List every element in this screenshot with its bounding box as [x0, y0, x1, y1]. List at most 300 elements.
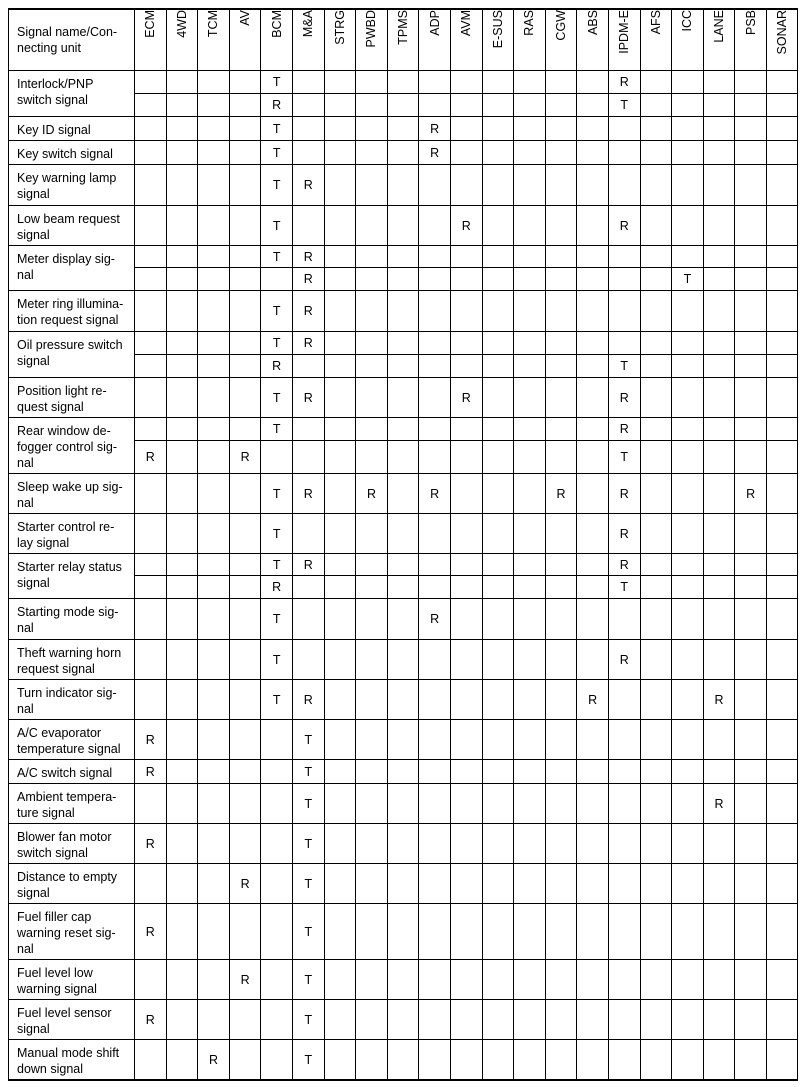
signal-cell [261, 784, 293, 824]
signal-cell [198, 514, 230, 554]
signal-cell [545, 94, 577, 117]
table-row [9, 165, 798, 206]
signal-cell [514, 784, 546, 824]
signal-cell [482, 784, 514, 824]
signal-name-line: Meter ring illumina- [17, 297, 124, 311]
signal-name [9, 864, 135, 904]
signal-cell [766, 71, 798, 94]
signal-cell [324, 291, 356, 332]
signal-cell [545, 1000, 577, 1040]
table-body [9, 71, 798, 1081]
signal-cell [261, 1000, 293, 1040]
signal-cell [703, 117, 735, 141]
signal-cell [450, 960, 482, 1000]
signal-cell [356, 1000, 388, 1040]
signal-cell [514, 680, 546, 720]
unit-label: ABS [585, 10, 600, 36]
unit-label: AFS [648, 10, 663, 35]
signal-cell [198, 418, 230, 441]
table-row [9, 760, 798, 784]
signal-cell [514, 1000, 546, 1040]
signal-cell: T [261, 640, 293, 680]
signal-cell [577, 864, 609, 904]
signal-cell [166, 94, 198, 117]
signal-cell [514, 141, 546, 165]
unit-header [324, 9, 356, 71]
signal-cell [356, 418, 388, 441]
unit-header [482, 9, 514, 71]
signal-cell [703, 599, 735, 640]
unit-label: TCM [206, 10, 221, 38]
signal-cell [324, 268, 356, 291]
signal-cell [672, 640, 704, 680]
signal-cell [135, 418, 167, 441]
signal-cell [766, 441, 798, 474]
signal-cell [292, 441, 324, 474]
signal-cell [608, 680, 640, 720]
signal-cell [261, 441, 293, 474]
signal-cell [766, 474, 798, 514]
signal-cell [577, 141, 609, 165]
unit-header [229, 9, 261, 71]
signal-cell [766, 720, 798, 760]
signal-cell [387, 474, 419, 514]
signal-cell [672, 680, 704, 720]
signal-cell [166, 576, 198, 599]
signal-cell [672, 441, 704, 474]
signal-cell [703, 332, 735, 355]
signal-cell: R [135, 904, 167, 960]
signal-cell [766, 784, 798, 824]
signal-cell [735, 904, 767, 960]
table-row [9, 720, 798, 760]
signal-cell [229, 246, 261, 268]
signal-cell [766, 599, 798, 640]
signal-cell [482, 680, 514, 720]
signal-cell [450, 904, 482, 960]
signal-cell [356, 824, 388, 864]
signal-cell [292, 418, 324, 441]
signal-cell [608, 824, 640, 864]
signal-cell [672, 474, 704, 514]
signal-cell [229, 165, 261, 206]
signal-name [9, 554, 135, 599]
signal-cell [135, 355, 167, 378]
signal-cell [135, 268, 167, 291]
signal-cell [229, 378, 261, 418]
signal-cell [545, 141, 577, 165]
signal-cell [672, 824, 704, 864]
signal-name-line: Sleep wake up sig- [17, 480, 123, 494]
signal-cell [198, 640, 230, 680]
signal-cell [577, 117, 609, 141]
signal-cell [419, 904, 451, 960]
table-row [9, 904, 798, 960]
signal-cell [703, 268, 735, 291]
signal-cell: T [292, 1000, 324, 1040]
signal-cell [482, 378, 514, 418]
signal-cell [482, 904, 514, 960]
signal-cell [450, 474, 482, 514]
unit-label: TPMS [396, 10, 411, 45]
signal-cell [166, 268, 198, 291]
signal-cell [577, 640, 609, 680]
signal-cell [735, 71, 767, 94]
signal-cell [514, 1040, 546, 1081]
signal-cell [545, 824, 577, 864]
signal-cell [356, 554, 388, 576]
signal-cell [356, 599, 388, 640]
signal-cell [387, 514, 419, 554]
signal-cell [545, 720, 577, 760]
unit-label: SONAR [775, 10, 790, 55]
signal-name-line: Distance to empty [17, 870, 118, 884]
signal-cell [577, 378, 609, 418]
signal-cell [292, 514, 324, 554]
signal-cell [387, 599, 419, 640]
signal-cell [672, 576, 704, 599]
signal-cell: R [292, 474, 324, 514]
signal-cell [166, 599, 198, 640]
signal-cell [135, 71, 167, 94]
signal-cell [640, 117, 672, 141]
signal-cell [640, 824, 672, 864]
signal-cell: T [292, 1040, 324, 1081]
signal-cell [640, 760, 672, 784]
header-row [9, 9, 798, 71]
signal-cell [292, 355, 324, 378]
signal-cell [766, 418, 798, 441]
signal-cell [766, 246, 798, 268]
signal-cell [166, 960, 198, 1000]
signal-cell: R [135, 760, 167, 784]
signal-cell [735, 960, 767, 1000]
signal-cell [356, 206, 388, 246]
signal-cell [577, 576, 609, 599]
signal-cell [640, 165, 672, 206]
signal-cell [166, 864, 198, 904]
signal-cell: R [356, 474, 388, 514]
signal-cell [514, 904, 546, 960]
signal-cell [229, 904, 261, 960]
signal-cell [640, 680, 672, 720]
signal-cell [703, 141, 735, 165]
signal-cell [514, 418, 546, 441]
table-row [9, 291, 798, 332]
signal-cell [608, 904, 640, 960]
signal-cell [514, 165, 546, 206]
signal-cell [735, 94, 767, 117]
signal-cell [261, 268, 293, 291]
signal-cell [640, 94, 672, 117]
signal-cell [166, 514, 198, 554]
signal-cell [261, 864, 293, 904]
signal-cell [735, 824, 767, 864]
signal-name-line: ture signal [17, 806, 75, 820]
unit-header [608, 9, 640, 71]
signal-cell [482, 246, 514, 268]
signal-cell [766, 355, 798, 378]
signal-cell [450, 441, 482, 474]
signal-name [9, 378, 135, 418]
signal-cell [608, 1040, 640, 1081]
signal-cell [735, 332, 767, 355]
signal-cell [198, 864, 230, 904]
signal-cell [577, 291, 609, 332]
signal-cell [766, 514, 798, 554]
signal-cell [356, 378, 388, 418]
signal-cell [450, 1040, 482, 1081]
signal-cell [135, 291, 167, 332]
signal-cell [229, 599, 261, 640]
signal-cell [545, 960, 577, 1000]
signal-name-line: Starting mode sig- [17, 605, 119, 619]
unit-label: PWBD [364, 10, 379, 48]
signal-cell [577, 760, 609, 784]
signal-cell [608, 864, 640, 904]
signal-cell [356, 291, 388, 332]
signal-name-line: Low beam request [17, 212, 120, 226]
signal-cell [166, 418, 198, 441]
signal-cell [703, 378, 735, 418]
signal-cell [135, 165, 167, 206]
signal-cell [450, 864, 482, 904]
signal-cell [229, 680, 261, 720]
signal-cell [292, 94, 324, 117]
signal-name [9, 514, 135, 554]
signal-cell: T [261, 680, 293, 720]
signal-cell [545, 117, 577, 141]
signal-cell [545, 680, 577, 720]
unit-label: 4WD [174, 10, 189, 38]
signal-cell [292, 141, 324, 165]
signal-cell [482, 720, 514, 760]
unit-label: ECM [143, 10, 158, 38]
signal-cell [292, 71, 324, 94]
signal-cell [577, 824, 609, 864]
signal-cell [640, 474, 672, 514]
unit-label: CGW [554, 10, 569, 41]
signal-cell [703, 441, 735, 474]
signal-cell [703, 206, 735, 246]
signal-cell [198, 268, 230, 291]
signal-cell [229, 141, 261, 165]
signal-cell [419, 246, 451, 268]
signal-name-line: Meter display sig- [17, 252, 115, 266]
signal-cell [482, 474, 514, 514]
signal-cell: T [261, 554, 293, 576]
signal-cell [387, 720, 419, 760]
signal-name-line: Fuel level sensor [17, 1006, 112, 1020]
signal-cell [672, 1000, 704, 1040]
signal-name-line: nal [17, 496, 34, 510]
signal-cell: T [261, 117, 293, 141]
unit-header [735, 9, 767, 71]
signal-cell: R [545, 474, 577, 514]
signal-cell [356, 720, 388, 760]
signal-cell [640, 904, 672, 960]
signal-cell [640, 71, 672, 94]
signal-cell [324, 784, 356, 824]
signal-name-line: signal [17, 228, 50, 242]
unit-header [292, 9, 324, 71]
signal-name-line: A/C evaporator [17, 726, 102, 740]
signal-cell [135, 141, 167, 165]
signal-cell [198, 378, 230, 418]
signal-cell [356, 165, 388, 206]
signal-cell [387, 332, 419, 355]
signal-cell [703, 246, 735, 268]
signal-cell [735, 640, 767, 680]
signal-cell: R [229, 441, 261, 474]
signal-cell [198, 1000, 230, 1040]
signal-cell [640, 599, 672, 640]
signal-cell [545, 441, 577, 474]
signal-name-line: Turn indicator sig- [17, 686, 117, 700]
signal-cell [135, 474, 167, 514]
signal-cell: R [292, 554, 324, 576]
signal-name-line: Oil pressure switch [17, 338, 123, 352]
signal-cell [640, 1040, 672, 1081]
signal-cell [640, 864, 672, 904]
signal-cell [450, 141, 482, 165]
table-row [9, 71, 798, 94]
signal-cell [482, 824, 514, 864]
signal-cell: R [229, 960, 261, 1000]
signal-cell [545, 784, 577, 824]
signal-cell: T [261, 418, 293, 441]
signal-cell: T [261, 474, 293, 514]
signal-cell [135, 514, 167, 554]
signal-cell [387, 1040, 419, 1081]
unit-header [450, 9, 482, 71]
signal-cell [577, 1000, 609, 1040]
signal-cell [482, 291, 514, 332]
signal-cell [482, 554, 514, 576]
signal-cell [387, 960, 419, 1000]
signal-cell: R [135, 720, 167, 760]
signal-cell [672, 141, 704, 165]
signal-cell: R [735, 474, 767, 514]
signal-cell: T [261, 206, 293, 246]
signal-name-line: Theft warning horn [17, 646, 122, 660]
signal-cell [672, 165, 704, 206]
signal-cell [324, 904, 356, 960]
signal-cell: R [419, 599, 451, 640]
signal-cell [198, 824, 230, 864]
signal-cell [229, 268, 261, 291]
signal-cell: T [261, 332, 293, 355]
signal-cell [166, 165, 198, 206]
table-row [9, 784, 798, 824]
signal-cell [387, 355, 419, 378]
signal-cell [545, 332, 577, 355]
signal-cell [166, 640, 198, 680]
signal-cell [198, 332, 230, 355]
unit-header [514, 9, 546, 71]
signal-cell: R [135, 441, 167, 474]
signal-cell [324, 760, 356, 784]
signal-cell: R [292, 268, 324, 291]
signal-name-line: Key warning lamp [17, 171, 117, 185]
signal-cell [482, 117, 514, 141]
signal-cell [703, 760, 735, 784]
signal-cell: T [261, 291, 293, 332]
signal-cell [198, 71, 230, 94]
signal-cell [324, 640, 356, 680]
signal-cell [419, 206, 451, 246]
signal-cell [419, 864, 451, 904]
signal-cell [419, 71, 451, 94]
signal-cell [229, 71, 261, 94]
signal-cell [166, 474, 198, 514]
signal-cell [545, 268, 577, 291]
signal-cell [356, 94, 388, 117]
unit-header [640, 9, 672, 71]
signal-cell [419, 94, 451, 117]
signal-cell [387, 680, 419, 720]
signal-cell [735, 291, 767, 332]
signal-cell [450, 784, 482, 824]
signal-cell [735, 441, 767, 474]
signal-cell [419, 165, 451, 206]
signal-cell [608, 784, 640, 824]
signal-cell [292, 576, 324, 599]
signal-name [9, 291, 135, 332]
signal-cell [450, 1000, 482, 1040]
unit-header [419, 9, 451, 71]
signal-cell: R [608, 378, 640, 418]
signal-cell [608, 141, 640, 165]
signal-cell [166, 680, 198, 720]
signal-name [9, 246, 135, 291]
signal-cell [514, 117, 546, 141]
signal-cell [577, 94, 609, 117]
signal-name-line: warning reset sig- [17, 926, 116, 940]
signal-cell: R [198, 1040, 230, 1081]
signal-cell [166, 1040, 198, 1081]
signal-name-line: Interlock/PNP [17, 77, 94, 91]
table-row [9, 599, 798, 640]
signal-cell: T [292, 784, 324, 824]
signal-cell [261, 760, 293, 784]
signal-cell [577, 441, 609, 474]
signal-cell [229, 117, 261, 141]
signal-cell [608, 960, 640, 1000]
signal-cell [229, 1040, 261, 1081]
signal-cell [450, 554, 482, 576]
signal-cell [356, 1040, 388, 1081]
table-row [9, 418, 798, 441]
signal-cell [514, 332, 546, 355]
signal-cell [766, 1000, 798, 1040]
signal-cell [735, 554, 767, 576]
signal-cell [135, 554, 167, 576]
signal-cell [766, 904, 798, 960]
table-row [9, 554, 798, 576]
signal-cell: T [292, 960, 324, 1000]
signal-cell: R [261, 576, 293, 599]
signal-cell [419, 514, 451, 554]
signal-cell [166, 904, 198, 960]
signal-cell [577, 246, 609, 268]
signal-cell [166, 441, 198, 474]
signal-cell [545, 554, 577, 576]
signal-cell [324, 1040, 356, 1081]
signal-name-line: nal [17, 268, 34, 282]
signal-cell [324, 960, 356, 1000]
signal-cell [292, 640, 324, 680]
